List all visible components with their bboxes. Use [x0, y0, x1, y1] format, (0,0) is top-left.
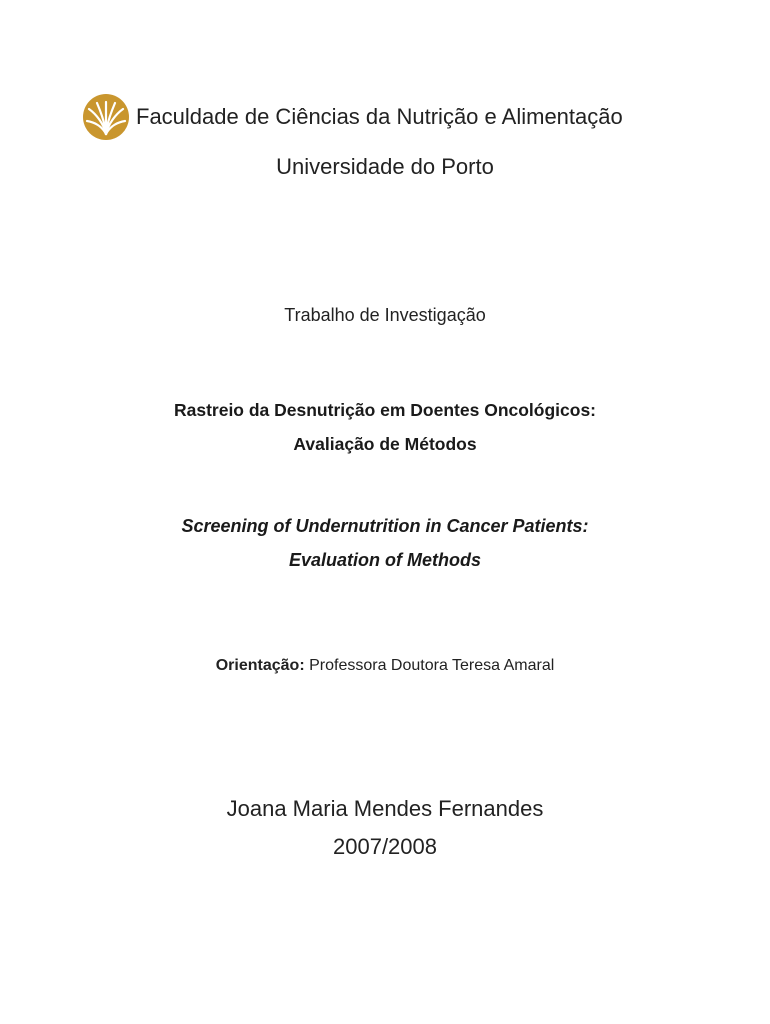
- faculty-name: Faculdade de Ciências da Nutrição e Alimentação: [136, 104, 623, 129]
- author-name: Joana Maria Mendes Fernandes: [226, 796, 544, 821]
- wheat-sheaf-logo-icon: [82, 94, 130, 140]
- title-pt-line-1: Rastreio da Desnutrição em Doentes Oncológicos:: [173, 400, 597, 420]
- title-pt-line-2: Avaliação de Métodos: [293, 434, 477, 454]
- supervisor-label: Orientação:: [215, 657, 305, 674]
- university-name: Universidade do Porto: [276, 154, 494, 179]
- supervisor-name: Professora Doutora Teresa Amaral: [309, 657, 555, 674]
- title-en-line-1: Screening of Undernutrition in Cancer Patients:: [181, 516, 589, 536]
- faculty-header: [82, 94, 623, 140]
- title-en-line-2: Evaluation of Methods: [288, 550, 481, 570]
- supervisor: [0, 657, 770, 675]
- academic-year: 2007/2008: [333, 834, 437, 859]
- work-type: Trabalho de Investigação: [284, 305, 486, 325]
